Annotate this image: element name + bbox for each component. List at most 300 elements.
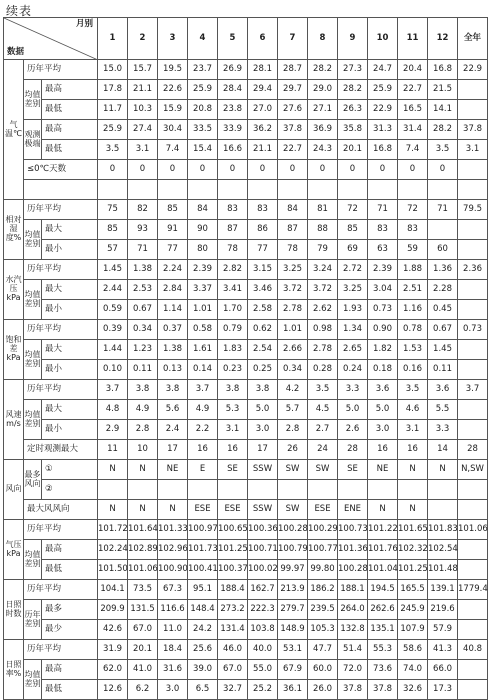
- data-cell: 0: [158, 160, 188, 180]
- annual-cell: [458, 300, 488, 320]
- data-cell: 3.6: [368, 380, 398, 400]
- data-cell: 0: [398, 160, 428, 180]
- data-cell: 0.18: [368, 360, 398, 380]
- row-label: 最小: [42, 420, 98, 440]
- data-cell: 101.72: [98, 520, 128, 540]
- annual-cell: 3.7: [458, 380, 488, 400]
- data-cell: 1.45: [428, 340, 458, 360]
- data-cell: 273.2: [218, 600, 248, 620]
- data-cell: 1.44: [98, 340, 128, 360]
- data-cell: 25.9: [188, 80, 218, 100]
- annual-cell: [458, 420, 488, 440]
- annual-cell: [458, 560, 488, 580]
- month-header: 6: [248, 18, 278, 60]
- data-cell: 100.28: [278, 520, 308, 540]
- data-cell: [218, 180, 248, 200]
- annual-cell: [458, 240, 488, 260]
- data-cell: 25.6: [188, 640, 218, 660]
- row-label: 最低: [42, 560, 98, 580]
- data-cell: 10.3: [128, 100, 158, 120]
- row-label: 最大风风向: [24, 500, 98, 520]
- data-cell: ESE: [218, 500, 248, 520]
- data-cell: 4.6: [398, 400, 428, 420]
- data-cell: 1.70: [218, 300, 248, 320]
- data-cell: 1.93: [338, 300, 368, 320]
- data-cell: 0: [278, 160, 308, 180]
- data-cell: 5.5: [428, 400, 458, 420]
- data-cell: 83: [248, 200, 278, 220]
- data-cell: [428, 500, 458, 520]
- data-cell: 3.41: [218, 280, 248, 300]
- data-cell: 1.16: [398, 300, 428, 320]
- data-cell: 27.6: [278, 100, 308, 120]
- data-cell: 101.25: [218, 540, 248, 560]
- data-cell: 55.0: [248, 660, 278, 680]
- annual-cell: 2.36: [458, 260, 488, 280]
- data-cell: 6.2: [128, 680, 158, 700]
- annual-cell: 79.5: [458, 200, 488, 220]
- data-cell: [398, 180, 428, 200]
- data-cell: 23.8: [218, 100, 248, 120]
- data-cell: 23.7: [188, 60, 218, 80]
- data-cell: [398, 480, 428, 500]
- data-cell: N: [128, 460, 158, 480]
- data-cell: 20.4: [398, 60, 428, 80]
- data-cell: 101.04: [368, 560, 398, 580]
- month-header: 10: [368, 18, 398, 60]
- annual-cell: 3.1: [458, 140, 488, 160]
- data-cell: SE: [338, 460, 368, 480]
- data-cell: 0: [128, 160, 158, 180]
- data-cell: 100.97: [188, 520, 218, 540]
- data-cell: 0: [368, 160, 398, 180]
- table-row: [4, 480, 488, 500]
- data-cell: 0.67: [128, 300, 158, 320]
- table-row: [4, 420, 488, 440]
- data-cell: 101.76: [368, 540, 398, 560]
- annual-cell: [458, 400, 488, 420]
- data-cell: 85: [98, 220, 128, 240]
- data-cell: 165.5: [398, 580, 428, 600]
- data-cell: 1.01: [188, 300, 218, 320]
- data-cell: 22.7: [398, 80, 428, 100]
- data-cell: 2.4: [158, 420, 188, 440]
- data-cell: 46.0: [218, 640, 248, 660]
- data-cell: 0.39: [98, 320, 128, 340]
- data-cell: 101.33: [158, 520, 188, 540]
- data-cell: 90: [188, 220, 218, 240]
- data-cell: 3.0: [248, 420, 278, 440]
- category-label: 日照时数: [4, 580, 24, 640]
- data-cell: 28.4: [218, 80, 248, 100]
- subgroup-label: 观测极端: [24, 120, 42, 160]
- data-cell: 1.53: [398, 340, 428, 360]
- data-cell: [248, 480, 278, 500]
- data-cell: 21.1: [128, 80, 158, 100]
- table-row: [4, 300, 488, 320]
- subgroup-label: 均值差别: [24, 80, 42, 120]
- data-cell: 0: [218, 160, 248, 180]
- data-cell: 104.1: [98, 580, 128, 600]
- data-cell: [308, 480, 338, 500]
- data-cell: 16: [398, 440, 428, 460]
- data-cell: 3.1: [398, 420, 428, 440]
- data-cell: 39.0: [188, 660, 218, 680]
- annual-cell: [458, 360, 488, 380]
- data-cell: 29.7: [278, 80, 308, 100]
- data-cell: 0.34: [278, 360, 308, 380]
- data-cell: 63: [368, 240, 398, 260]
- data-cell: 58.6: [398, 640, 428, 660]
- data-cell: 1.34: [338, 320, 368, 340]
- annual-cell: [458, 340, 488, 360]
- data-cell: 37.8: [278, 120, 308, 140]
- data-cell: 12.6: [98, 680, 128, 700]
- data-cell: 26.3: [338, 100, 368, 120]
- row-label: ≤0℃天数: [24, 160, 98, 180]
- data-cell: 1.38: [158, 340, 188, 360]
- data-cell: 0.90: [368, 320, 398, 340]
- table-row: [4, 160, 488, 180]
- data-cell: 2.7: [308, 420, 338, 440]
- data-cell: 27.1: [308, 100, 338, 120]
- data-cell: SSW: [248, 460, 278, 480]
- data-cell: [98, 480, 128, 500]
- data-cell: 37.8: [368, 680, 398, 700]
- row-label: 最小: [42, 300, 98, 320]
- data-cell: 17: [248, 440, 278, 460]
- data-cell: 84: [278, 200, 308, 220]
- data-cell: 4.2: [278, 380, 308, 400]
- month-header: 8: [308, 18, 338, 60]
- annual-cell: 1779.4: [458, 580, 488, 600]
- row-label: 最小: [42, 240, 98, 260]
- data-cell: [128, 480, 158, 500]
- data-cell: 102.89: [128, 540, 158, 560]
- data-cell: 0.10: [98, 360, 128, 380]
- data-cell: 0.78: [398, 320, 428, 340]
- data-cell: 100.28: [338, 560, 368, 580]
- table-row: [4, 340, 488, 360]
- data-cell: 16.8: [368, 140, 398, 160]
- row-label: 历年平均: [24, 200, 98, 220]
- row-label: 最低: [42, 100, 98, 120]
- data-cell: 25.2: [248, 680, 278, 700]
- month-header: 2: [128, 18, 158, 60]
- table-row: [4, 660, 488, 680]
- data-cell: 60.0: [308, 660, 338, 680]
- data-cell: 209.9: [98, 600, 128, 620]
- data-cell: 14.1: [428, 100, 458, 120]
- annual-cell: [458, 480, 488, 500]
- category-label: 气温℃: [4, 60, 24, 200]
- data-cell: 47.7: [308, 640, 338, 660]
- data-cell: 3.72: [308, 280, 338, 300]
- data-cell: 15.4: [188, 140, 218, 160]
- data-cell: 27.3: [338, 60, 368, 80]
- data-cell: 3.25: [338, 280, 368, 300]
- data-cell: 0: [428, 160, 458, 180]
- data-cell: 101.64: [128, 520, 158, 540]
- row-label: 历年平均: [24, 520, 98, 540]
- data-cell: 100.37: [218, 560, 248, 580]
- month-header: 12: [428, 18, 458, 60]
- data-cell: 51.4: [338, 640, 368, 660]
- climate-table: [3, 17, 488, 700]
- data-cell: 19.5: [158, 60, 188, 80]
- annual-cell: [458, 100, 488, 120]
- data-cell: 36.1: [278, 680, 308, 700]
- data-cell: [278, 180, 308, 200]
- data-cell: 3.04: [368, 280, 398, 300]
- data-cell: 85: [338, 220, 368, 240]
- row-label: 最大: [42, 340, 98, 360]
- data-cell: 100.02: [248, 560, 278, 580]
- annual-cell: [458, 220, 488, 240]
- data-cell: 148.9: [278, 620, 308, 640]
- data-cell: 42.6: [98, 620, 128, 640]
- data-cell: 0: [338, 160, 368, 180]
- data-cell: 28: [338, 440, 368, 460]
- data-cell: 24: [308, 440, 338, 460]
- category-label: 饱和差kPa: [4, 320, 24, 380]
- data-cell: 3.46: [248, 280, 278, 300]
- data-cell: 100.65: [218, 520, 248, 540]
- annual-cell: [458, 160, 488, 180]
- data-cell: 0.59: [98, 300, 128, 320]
- data-cell: 7.4: [398, 140, 428, 160]
- data-cell: 72: [338, 200, 368, 220]
- data-cell: 0.16: [398, 360, 428, 380]
- data-cell: 100.36: [248, 520, 278, 540]
- data-cell: 100.41: [188, 560, 218, 580]
- data-cell: 2.8: [278, 420, 308, 440]
- subgroup-label: 历年差别: [24, 600, 42, 640]
- annual-cell: N,SW: [458, 460, 488, 480]
- data-cell: 0.98: [308, 320, 338, 340]
- data-cell: 2.44: [98, 280, 128, 300]
- data-cell: 4.8: [98, 400, 128, 420]
- data-cell: 26.9: [218, 60, 248, 80]
- data-cell: 16: [188, 440, 218, 460]
- data-cell: 88: [308, 220, 338, 240]
- table-row: [4, 360, 488, 380]
- data-cell: 3.0: [368, 420, 398, 440]
- data-cell: 27.4: [128, 120, 158, 140]
- data-cell: 32.6: [398, 680, 428, 700]
- data-cell: 101.36: [338, 540, 368, 560]
- data-cell: E: [188, 460, 218, 480]
- data-cell: 0: [308, 160, 338, 180]
- table-row: [4, 580, 488, 600]
- data-cell: 31.6: [158, 660, 188, 680]
- data-cell: 25.9: [368, 80, 398, 100]
- data-cell: 0: [98, 160, 128, 180]
- data-cell: 107.9: [398, 620, 428, 640]
- data-cell: 37.8: [338, 680, 368, 700]
- data-cell: 1.36: [428, 260, 458, 280]
- data-cell: 2.6: [338, 420, 368, 440]
- data-cell: 101.73: [188, 540, 218, 560]
- data-cell: 15.7: [128, 60, 158, 80]
- data-cell: 16.6: [218, 140, 248, 160]
- category-label: 水汽压kPa: [4, 260, 24, 320]
- data-cell: 16.5: [398, 100, 428, 120]
- subgroup-label: 均值差别: [24, 540, 42, 580]
- data-cell: 93: [128, 220, 158, 240]
- data-cell: [158, 180, 188, 200]
- data-cell: SW: [278, 460, 308, 480]
- table-row: [4, 280, 488, 300]
- data-cell: 22.9: [368, 100, 398, 120]
- row-label: 最高: [42, 660, 98, 680]
- data-cell: [278, 480, 308, 500]
- data-cell: 2.78: [308, 340, 338, 360]
- data-cell: 2.39: [188, 260, 218, 280]
- row-label: 历年平均: [24, 580, 98, 600]
- row-label: 历年平均: [24, 380, 98, 400]
- annual-cell: [458, 80, 488, 100]
- data-cell: 100.73: [338, 520, 368, 540]
- data-cell: 102.32: [398, 540, 428, 560]
- data-cell: SW: [308, 460, 338, 480]
- data-cell: 3.7: [188, 380, 218, 400]
- data-cell: 239.5: [308, 600, 338, 620]
- data-cell: 28.2: [338, 80, 368, 100]
- data-cell: 71: [368, 200, 398, 220]
- data-cell: 3.15: [248, 260, 278, 280]
- annual-cell: [458, 540, 488, 560]
- data-cell: 3.72: [278, 280, 308, 300]
- data-cell: 36.9: [308, 120, 338, 140]
- data-cell: [368, 480, 398, 500]
- data-cell: 3.5: [428, 140, 458, 160]
- data-cell: 0.24: [338, 360, 368, 380]
- data-cell: 3.5: [398, 380, 428, 400]
- month-header: 1: [98, 18, 128, 60]
- data-cell: 20.8: [188, 100, 218, 120]
- data-cell: 100.90: [158, 560, 188, 580]
- data-cell: 87: [218, 220, 248, 240]
- data-cell: 5.0: [368, 400, 398, 420]
- annual-cell: 22.9: [458, 60, 488, 80]
- data-cell: 0: [188, 160, 218, 180]
- row-label: 最小: [42, 360, 98, 380]
- data-cell: 1.83: [218, 340, 248, 360]
- data-cell: 101.65: [398, 520, 428, 540]
- data-cell: 5.0: [248, 400, 278, 420]
- data-cell: 132.8: [338, 620, 368, 640]
- data-cell: 279.7: [278, 600, 308, 620]
- annual-cell: [458, 280, 488, 300]
- data-cell: 32.7: [218, 680, 248, 700]
- table-row: [4, 120, 488, 140]
- data-cell: 2.84: [158, 280, 188, 300]
- data-cell: 99.80: [308, 560, 338, 580]
- data-cell: 101.48: [428, 560, 458, 580]
- annual-header: 全年: [458, 18, 488, 60]
- data-cell: 3.8: [248, 380, 278, 400]
- data-cell: 80: [188, 240, 218, 260]
- data-cell: 0.25: [248, 360, 278, 380]
- table-row: [4, 400, 488, 420]
- data-cell: 5.6: [158, 400, 188, 420]
- data-cell: [368, 180, 398, 200]
- annual-cell: 101.06: [458, 520, 488, 540]
- data-cell: 78: [278, 240, 308, 260]
- data-cell: 5.0: [338, 400, 368, 420]
- table-row: [4, 200, 488, 220]
- data-cell: 0.13: [158, 360, 188, 380]
- data-cell: 79: [308, 240, 338, 260]
- data-cell: N: [98, 500, 128, 520]
- data-cell: 3.0: [158, 680, 188, 700]
- data-cell: 5.3: [218, 400, 248, 420]
- table-row: [4, 640, 488, 660]
- data-cell: 99.97: [278, 560, 308, 580]
- data-cell: 2.66: [278, 340, 308, 360]
- data-cell: 11.0: [158, 620, 188, 640]
- data-cell: 72: [398, 200, 428, 220]
- annual-cell: [458, 600, 488, 620]
- data-cell: 0.23: [218, 360, 248, 380]
- data-cell: 22.7: [278, 140, 308, 160]
- data-cell: 30.4: [158, 120, 188, 140]
- data-cell: 2.82: [218, 260, 248, 280]
- month-header: 7: [278, 18, 308, 60]
- data-cell: 2.9: [98, 420, 128, 440]
- subgroup-label: 均值差别: [24, 660, 42, 700]
- data-cell: 57: [98, 240, 128, 260]
- data-cell: 3.25: [278, 260, 308, 280]
- category-label: 风速m/s: [4, 380, 24, 460]
- data-cell: SW: [278, 500, 308, 520]
- data-cell: 0.14: [188, 360, 218, 380]
- table-row: [4, 380, 488, 400]
- table-row: [4, 600, 488, 620]
- data-cell: 35.8: [338, 120, 368, 140]
- data-cell: 67.9: [278, 660, 308, 680]
- data-cell: 72.0: [338, 660, 368, 680]
- row-label: ②: [42, 480, 98, 500]
- data-cell: 67.3: [158, 580, 188, 600]
- row-label: 最大: [42, 400, 98, 420]
- data-cell: 33.5: [188, 120, 218, 140]
- data-cell: 2.78: [278, 300, 308, 320]
- data-cell: 3.3: [338, 380, 368, 400]
- data-cell: 102.24: [98, 540, 128, 560]
- annual-cell: 28: [458, 440, 488, 460]
- data-cell: 100.77: [308, 540, 338, 560]
- data-cell: 2.28: [428, 280, 458, 300]
- data-cell: 0.34: [128, 320, 158, 340]
- month-header: 4: [188, 18, 218, 60]
- data-cell: 1.23: [128, 340, 158, 360]
- data-cell: 86: [248, 220, 278, 240]
- annual-cell: 40.8: [458, 640, 488, 660]
- data-cell: 55.3: [368, 640, 398, 660]
- table-row: [4, 560, 488, 580]
- data-cell: 3.1: [218, 420, 248, 440]
- month-header: 3: [158, 18, 188, 60]
- data-cell: 0.73: [368, 300, 398, 320]
- data-cell: [188, 180, 218, 200]
- data-cell: 28.1: [248, 60, 278, 80]
- data-cell: N: [368, 500, 398, 520]
- data-cell: [158, 480, 188, 500]
- subgroup-label: 均值差别: [24, 280, 42, 320]
- data-cell: 101.25: [398, 560, 428, 580]
